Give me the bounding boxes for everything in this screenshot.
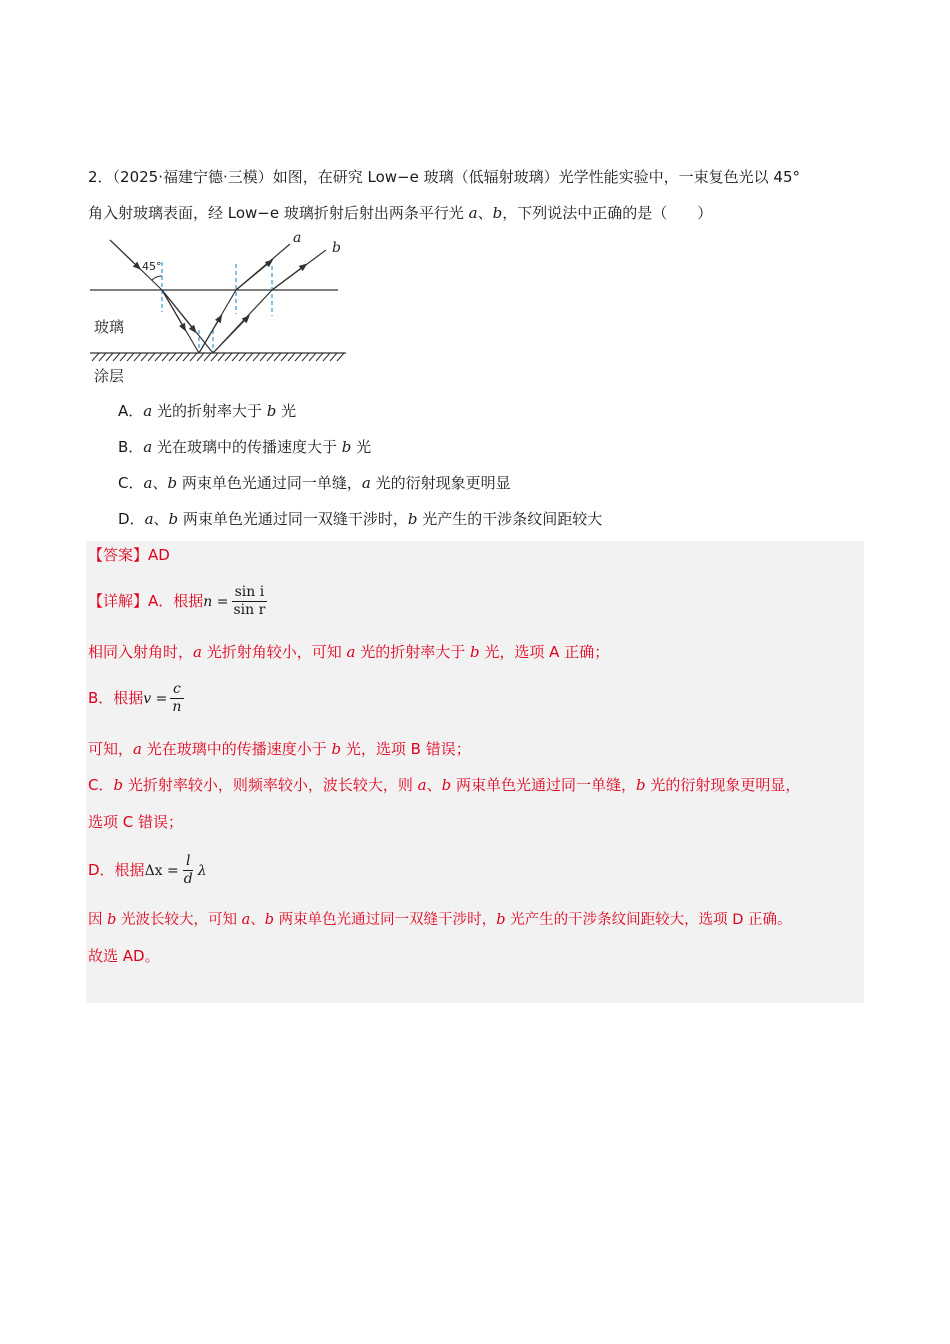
hatch-mark [99,353,106,361]
hatch-mark [309,353,316,361]
hatch-mark [330,353,337,361]
hatch-mark [267,353,274,361]
option-c[interactable] [118,472,511,494]
hatch-mark [246,353,253,361]
formula-n-fraction: $\frac{\text{sin i}}{\text{sin r}}$ [233,584,266,618]
hatch-mark [274,353,281,361]
coating-label: 涂层 [94,367,125,385]
emergent-arrow-a [236,262,270,290]
formula-dx-fraction: $\frac{l}{d}$ [183,853,193,887]
detail-text: B．根据 [88,689,144,707]
stem-text-end: ，下列说法中正确的是（ ） [502,204,713,222]
option-text: 光的折射率大于 [152,402,267,420]
option-a-prefix: A． [118,402,144,420]
option-b-prefix: B． [118,438,144,456]
option-text: 两束单色光通过同一双缝干涉时， [178,510,408,528]
hatch-mark [316,353,323,361]
detail-d-text: 因 b 光波长较大，可知 a、b 两束单色光通过同一双缝干涉时，b 光产生的干涉条纹间距较大，选项 D 正确。 [88,912,792,928]
answer-line [88,544,170,566]
detail-d-formula-line [88,846,207,895]
option-text: 光产生的干涉条纹间距较大 [417,510,603,528]
hatch-mark [155,353,162,361]
hatch-mark [323,353,330,361]
option-text: 光 [276,402,297,420]
option-text: 两束单色光通过同一单缝， [177,474,362,492]
hatch-mark [204,353,211,361]
detail-label: 【详解】 [88,592,149,610]
option-var: b [167,474,178,492]
detail-c-text-1: C．b 光折射率较小，则频率较小，波长较大，则 a、b 两束单色光通过同一单缝，b 光的衍射现象更明显， [88,776,801,794]
hatch-mark [162,353,169,361]
option-var: b [168,510,179,528]
hatch-mark [127,353,134,361]
stem-text: 角入射玻璃表面，经 Low−e 玻璃折射后射出两条平行光 [88,204,469,222]
hatch-mark [106,353,113,361]
hatch-mark [211,353,218,361]
hatch-mark [288,353,295,361]
option-text: 、 [152,474,168,492]
option-var: b [341,438,352,456]
answer-label: 【答案】 [88,546,149,564]
option-text: 光的衍射现象更明显 [370,474,511,492]
glass-label: 玻璃 [94,318,125,336]
question-stem-line-2 [88,202,712,224]
var-b: b [492,204,503,222]
hatch-mark [113,353,120,361]
angle-arc [152,276,162,280]
detail-b-formula-line [88,676,186,721]
hatch-mark [141,353,148,361]
hatch-mark [92,353,99,361]
option-b[interactable] [118,436,371,458]
hatch-mark [183,353,190,361]
hatch-mark [169,353,176,361]
hatch-mark [232,353,239,361]
refracted-arrow-b [162,290,194,330]
angle-label: 45° [142,260,162,273]
hatch-mark [260,353,267,361]
option-c-prefix: C． [118,474,144,492]
reflected-arrow-b [213,318,247,353]
refraction-diagram [86,232,348,388]
refracted-arrow-a [162,290,184,328]
coating-hatching [92,353,344,361]
hatch-mark [148,353,155,361]
formula-v-fraction: $\frac{c}{n}$ [169,681,184,716]
incident-arrow [110,240,138,267]
formula-lambda: λ [197,863,207,879]
hatch-mark [281,353,288,361]
detail-text: D．根据 [88,861,145,879]
ray-b-label: b [332,240,341,256]
detail-a-text: 相同入射角时，a 光折射角较小，可知 a 光的折射率大于 b 光，选项 A 正确； [88,643,610,661]
var-a: a [468,204,478,222]
option-var: a [143,474,153,492]
detail-b-text: 可知，a 光在玻璃中的传播速度小于 b 光，选项 B 错误； [88,740,471,758]
hatch-mark [218,353,225,361]
option-var: a [361,474,371,492]
question-stem-line-1: 2．（2025·福建宁德·三模）如图，在研究 Low−e 玻璃（低辐射玻璃）光学性能实验中，一束复色光以 45° [88,168,800,186]
option-var: a [143,402,153,420]
hatch-mark [190,353,197,361]
ray-a-label: a [293,232,302,246]
detail-conclusion: 故选 AD。 [88,947,160,965]
emergent-arrow-b [272,266,304,290]
hatch-mark [253,353,260,361]
option-text: 、 [153,510,169,528]
option-text: 光 [351,438,372,456]
formula-n: n = [203,594,229,610]
option-var: a [143,438,153,456]
hatch-mark [134,353,141,361]
hatch-mark [239,353,246,361]
hatch-mark [225,353,232,361]
stem-sep: 、 [477,204,493,222]
hatch-mark [197,353,204,361]
detail-a-formula-line [88,579,270,624]
detail-c-text-2: 选项 C 错误； [88,813,184,831]
option-d-prefix: D． [118,510,145,528]
option-var: b [266,402,277,420]
option-var: a [144,510,154,528]
hatch-mark [120,353,127,361]
hatch-mark [302,353,309,361]
detail-text: A．根据 [148,592,204,610]
answer-value: AD [148,546,170,564]
hatch-mark [295,353,302,361]
option-d[interactable] [118,508,602,530]
hatch-mark [176,353,183,361]
option-text: 光在玻璃中的传播速度大于 [152,438,342,456]
option-var: b [407,510,418,528]
option-a[interactable] [118,400,296,422]
formula-dx: Δx = [144,863,179,879]
formula-v: v = [143,691,168,707]
hatch-mark [337,353,344,361]
